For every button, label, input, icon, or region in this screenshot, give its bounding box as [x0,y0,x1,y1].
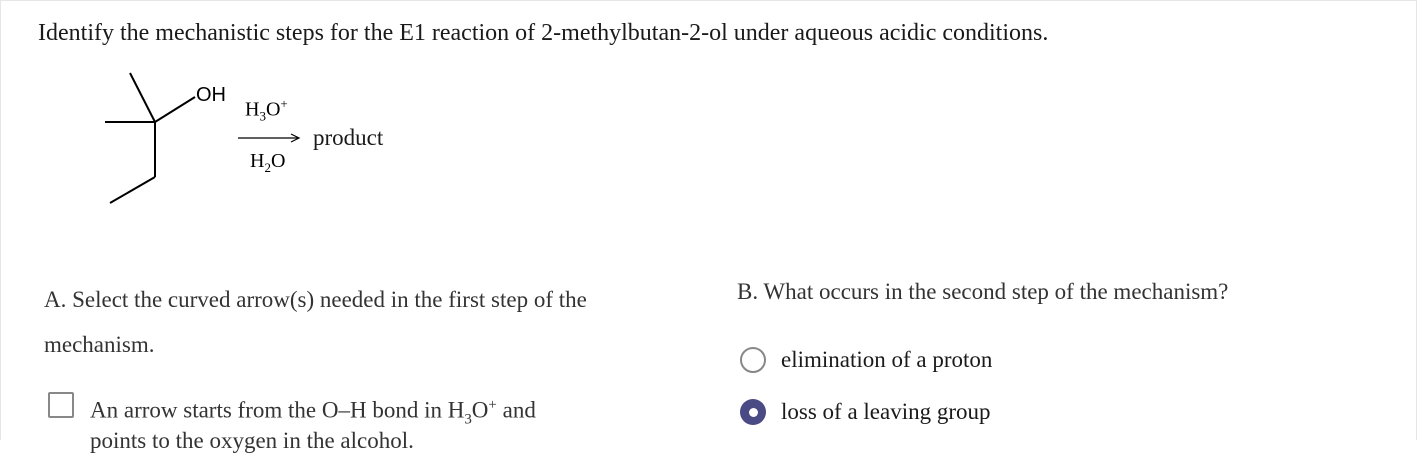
option-1-sub: 3 [464,411,472,428]
option-1-text-after: and [496,397,536,423]
question-text: Identify the mechanistic steps for the E1 reaction of 2-methylbutan-2-ol under aqueous acidic conditions. [38,20,1049,46]
option-1-mid: O [471,397,489,423]
reagent-hydronium [245,96,288,125]
reagent-top-charge: + [280,96,288,111]
reagent-top-o: O [265,98,281,121]
part-b-option-1-label: elimination of a proton [781,347,993,372]
bond-c-oh [155,97,195,122]
reaction-scheme [100,70,420,220]
reagent-bottom-o: O [270,150,286,172]
part-a-option-1-line2: points to the oxygen in the alcohol. [90,428,414,453]
part-a-prompt: A. Select the curved arrow(s) needed in the first step of the mechanism. [44,287,587,357]
reagent-bottom-sub: 2 [264,160,271,175]
product-label: product [313,125,384,150]
hydroxyl-label: OH [196,84,226,106]
part-b-option-2-radio[interactable] [740,399,766,425]
part-b-prompt: B. What occurs in the second step of the mechanism? [737,279,1229,304]
reagent-top-h: H [245,98,260,121]
option-1-sup: + [488,397,497,413]
reagent-water [250,150,285,176]
part-b-option-1-radio[interactable] [740,347,766,373]
reagent-top-sub: 3 [259,108,266,124]
part-a-option-1-checkbox[interactable] [48,392,74,418]
bond-ch2-ch3 [110,177,155,203]
part-b-option-2-label: loss of a leaving group [781,399,991,424]
reagent-bottom-h: H [250,150,265,172]
option-1-text-before: An arrow starts from the O–H bond in H [90,397,465,423]
bond-methyl-up [130,73,155,122]
